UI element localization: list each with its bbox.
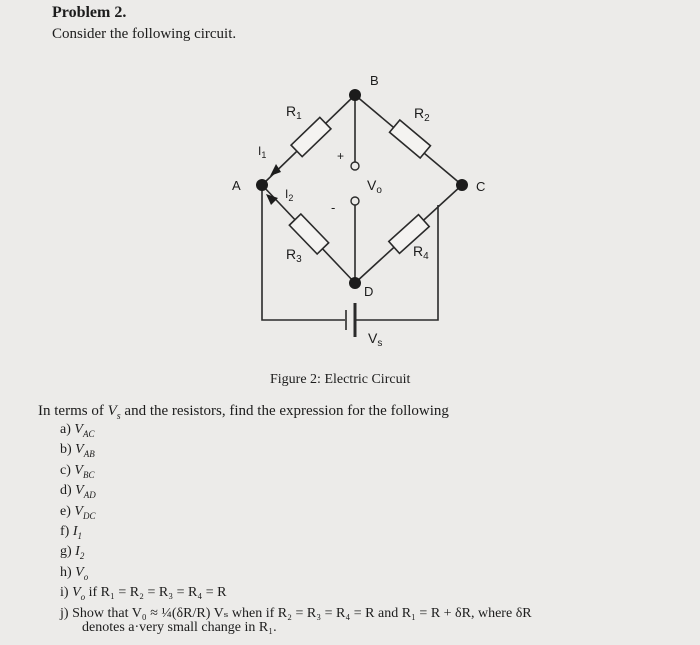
intro-text: Consider the following circuit. — [52, 26, 237, 42]
list-item: d) $V_{AD}$ — [60, 483, 96, 500]
figure-caption: Figure 2: Electric Circuit — [270, 372, 411, 387]
vo-minus-sign: - — [331, 200, 336, 215]
vo-terminal-plus — [351, 162, 359, 170]
list-item: j) Show that V₀ ≈ ¼(δR/R) Vₛ when if R₂ = R₃ = R₄ = R and R₁ = R + δR, where δR — [60, 605, 532, 621]
list-item: i) $V_o$ if R₁ = R₂ = R₃ = R₄ = R — [60, 585, 227, 602]
resistor-r4 — [389, 215, 429, 254]
node-d-label: D — [364, 284, 374, 299]
question-text: In terms of $V_s$ and the resistors, find the expression for the following — [38, 403, 449, 422]
node-c-dot — [456, 179, 468, 191]
current-arrow-i1 — [270, 164, 281, 176]
vo-terminal-minus — [351, 197, 359, 205]
node-b-label: B — [370, 73, 379, 88]
vo-plus-sign: + — [337, 149, 345, 163]
item-j-continuation: denotes a·very small change in R₁. — [82, 620, 277, 635]
list-item: f) $I_1$ — [60, 523, 82, 541]
vs-label: $V_s$ — [368, 330, 383, 349]
node-c-label: C — [476, 179, 486, 194]
node-b-dot — [349, 89, 361, 101]
list-item: b) $V_{AB}$ — [60, 442, 95, 460]
node-a-label: A — [232, 178, 241, 193]
resistor-r1 — [291, 117, 331, 156]
r2-label: $R_2$ — [414, 105, 430, 124]
list-item: g) $I_2$ — [60, 544, 85, 562]
i2-label: $I_2$ — [285, 187, 294, 203]
r3-label: $R_3$ — [286, 246, 302, 265]
i1-label: $I_1$ — [258, 144, 267, 160]
resistor-r2 — [390, 120, 431, 158]
problem-title: Problem 2. — [52, 4, 127, 21]
list-item: a) $V_{AC}$ — [60, 422, 95, 439]
r4-label: $R_4$ — [413, 243, 429, 262]
r1-label: $R_1$ — [286, 103, 302, 122]
list-item: c) $V_{BC}$ — [60, 462, 95, 480]
list-item: e) $V_{DC}$ — [60, 503, 96, 521]
list-item: h) $V_o$ — [60, 564, 89, 582]
vo-label: $V_o$ — [367, 177, 382, 196]
node-a-dot — [256, 179, 268, 191]
node-d-dot — [349, 277, 361, 289]
question-items-list — [60, 422, 532, 626]
